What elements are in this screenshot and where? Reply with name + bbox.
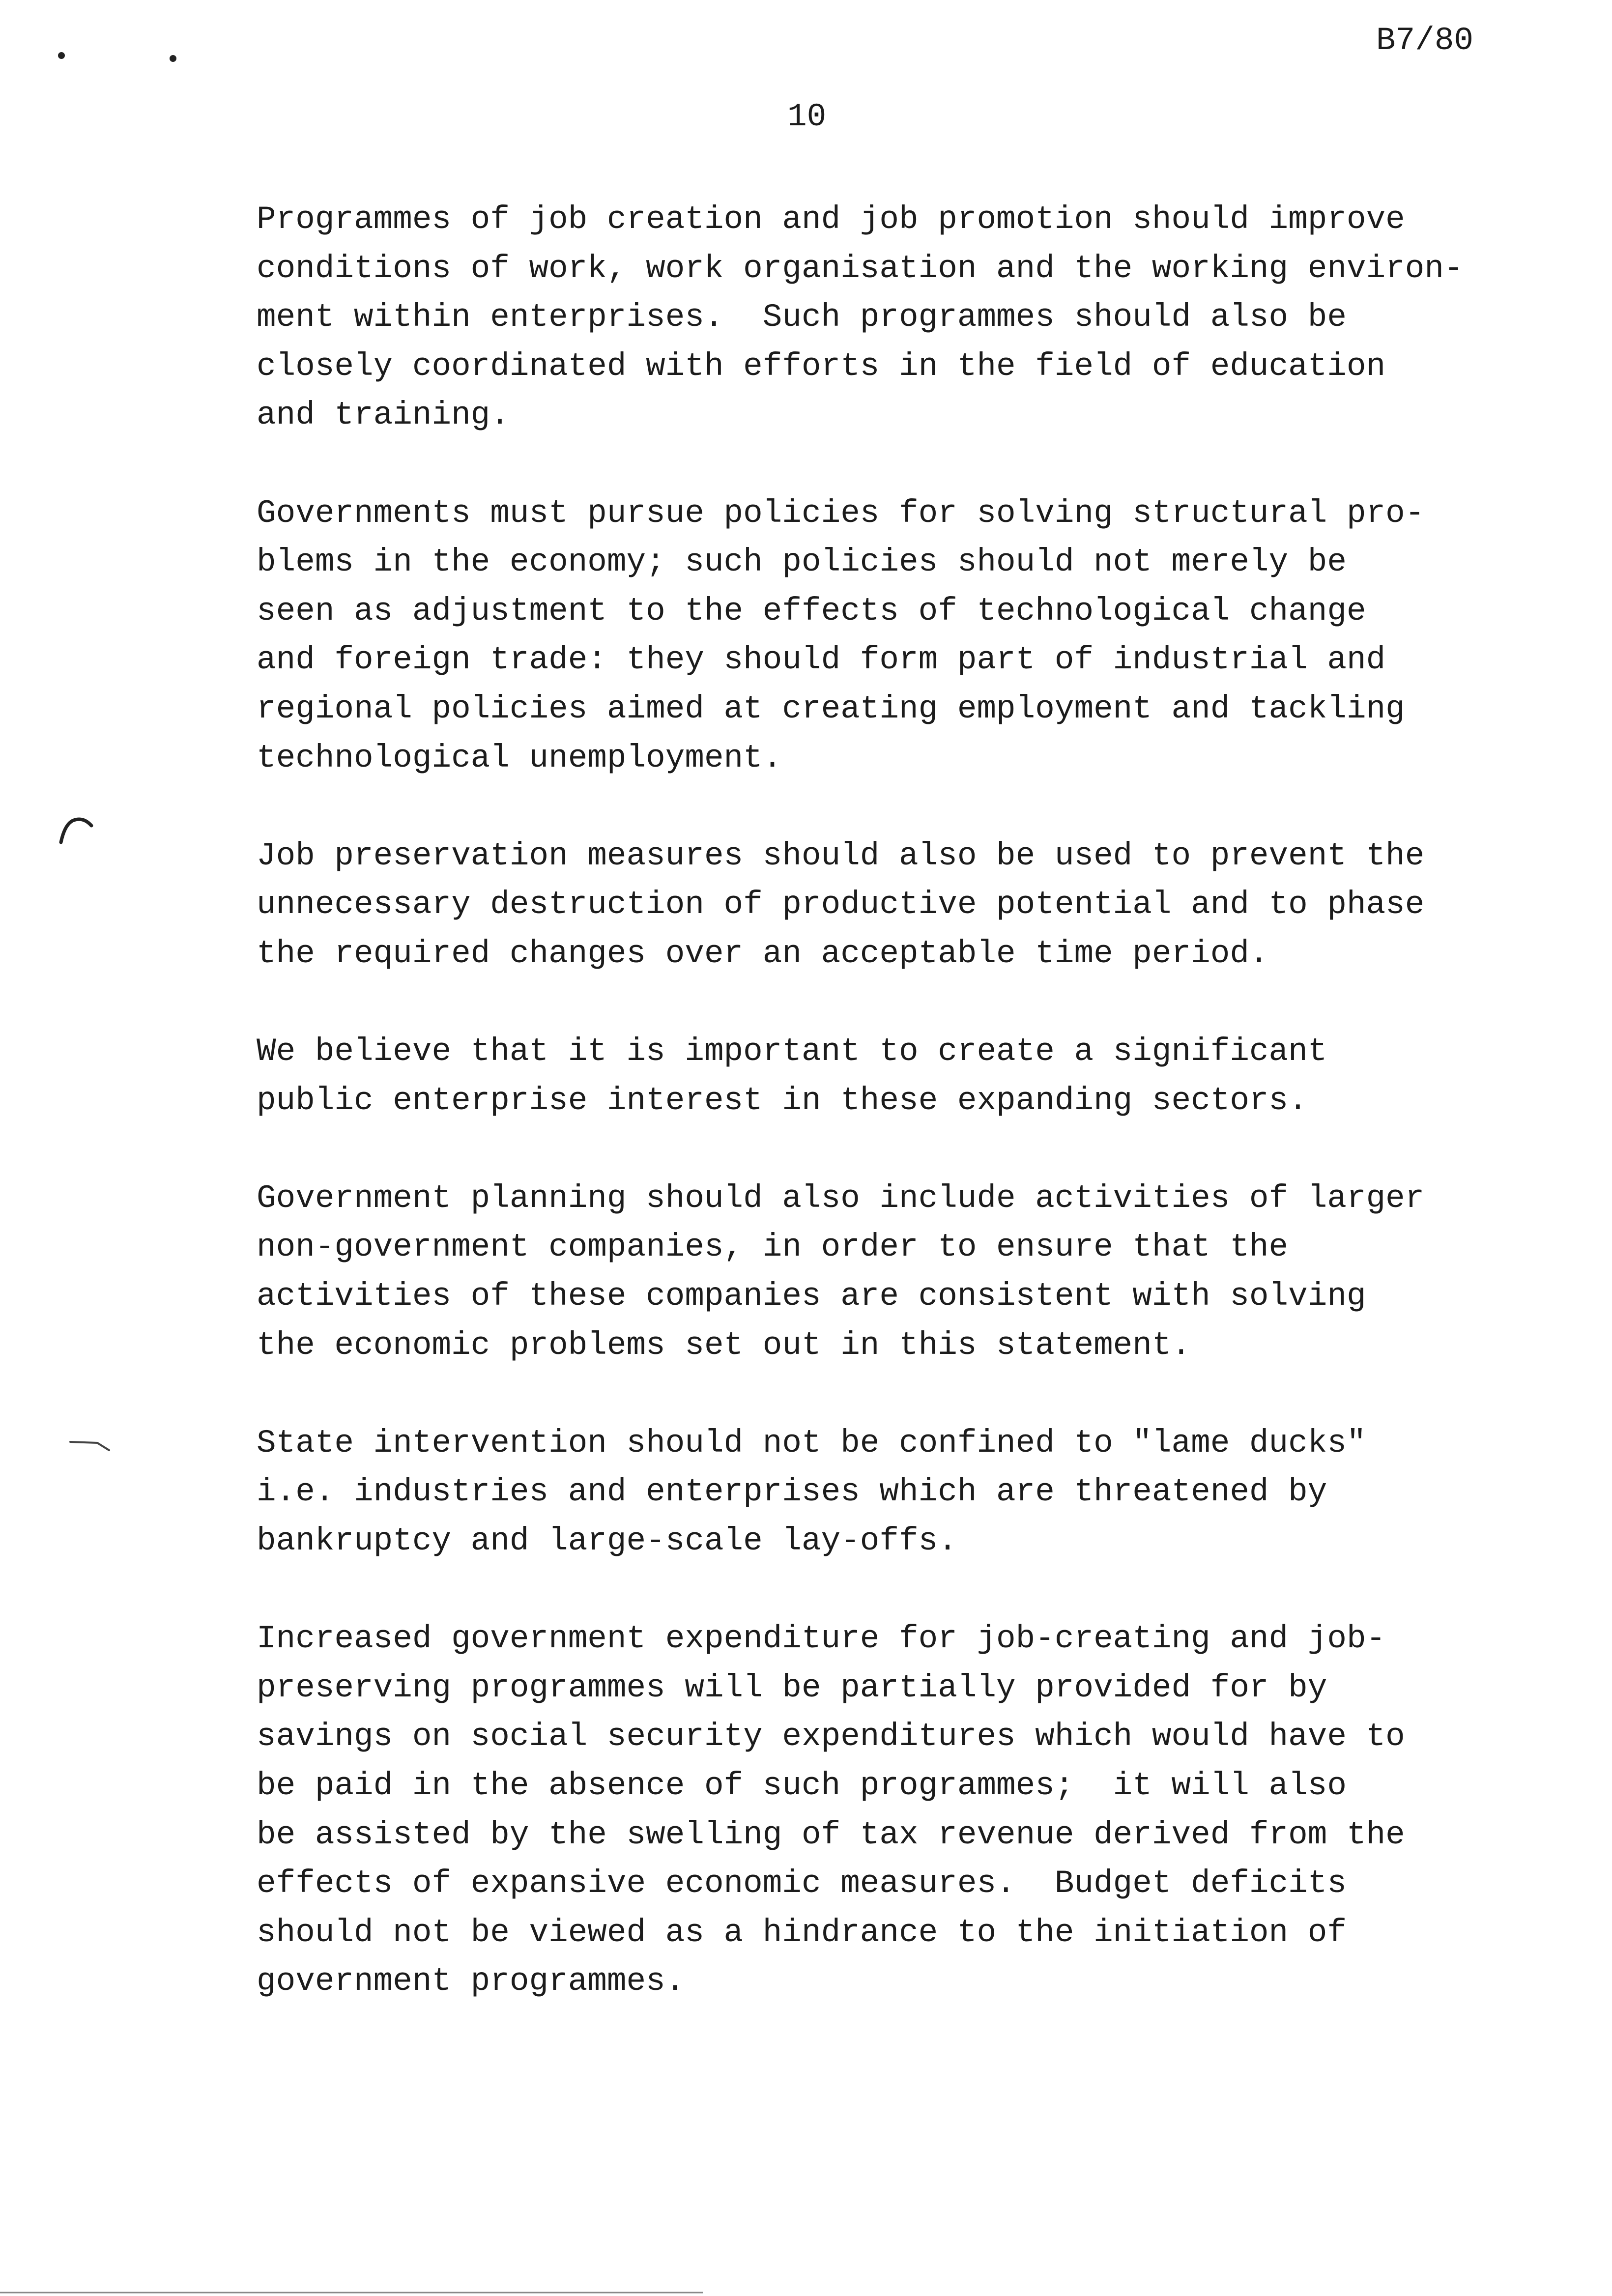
punch-dot-mark	[58, 52, 65, 59]
paragraph-job-preservation: Job preservation measures should also be used to prevent the unnecessary destruction of productive potential and to phase the required changes over an acceptable time period.	[257, 837, 1425, 972]
margin-dash-mark	[70, 1442, 109, 1450]
paragraph-government-planning: Government planning should also include activities of larger non-government companies, in order to ensure that the activities of these companies are consistent with solving the economic problems set out in this statement.	[257, 1179, 1425, 1364]
paragraph-job-creation: Programmes of job creation and job promotion should improve conditions of work, work organisation and the working environ- ment within enterprises. Such programmes should also be closely coordinated with efforts in the field of education and training.	[257, 201, 1464, 434]
margin-hook-mark	[61, 819, 91, 842]
page-number: 10	[787, 98, 827, 135]
punch-dot-mark	[170, 55, 176, 62]
paragraph-government-expenditure: Increased government expenditure for job-creating and job- preserving programmes will be partially provided for by savings on social security expenditures which would have to be paid in the absence of such programmes; it will also be assisted by the swelling of tax revenue derived from the effects of expansive economic measures. Budget deficits should not be viewed as a hindrance to the initiation of government programmes.	[257, 1620, 1405, 2000]
paragraph-public-enterprise: We believe that it is important to create a significant public enterprise interest in these expanding sectors.	[257, 1033, 1327, 1119]
document-reference: B7/80	[1376, 22, 1474, 59]
paragraph-structural-policies: Governments must pursue policies for solving structural pro- blems in the economy; such policies should not merely be seen as adjustment to the effects of technological change and foreign trade: they should form part of industrial and regional policies aimed at creating employment and tackling technological unemployment.	[257, 494, 1425, 776]
paragraph-state-intervention: State intervention should not be confined to "lame ducks" i.e. industries and enterprises which are threatened by bankruptcy and large-scale lay-offs.	[257, 1424, 1366, 1560]
body-text	[257, 195, 1464, 2006]
